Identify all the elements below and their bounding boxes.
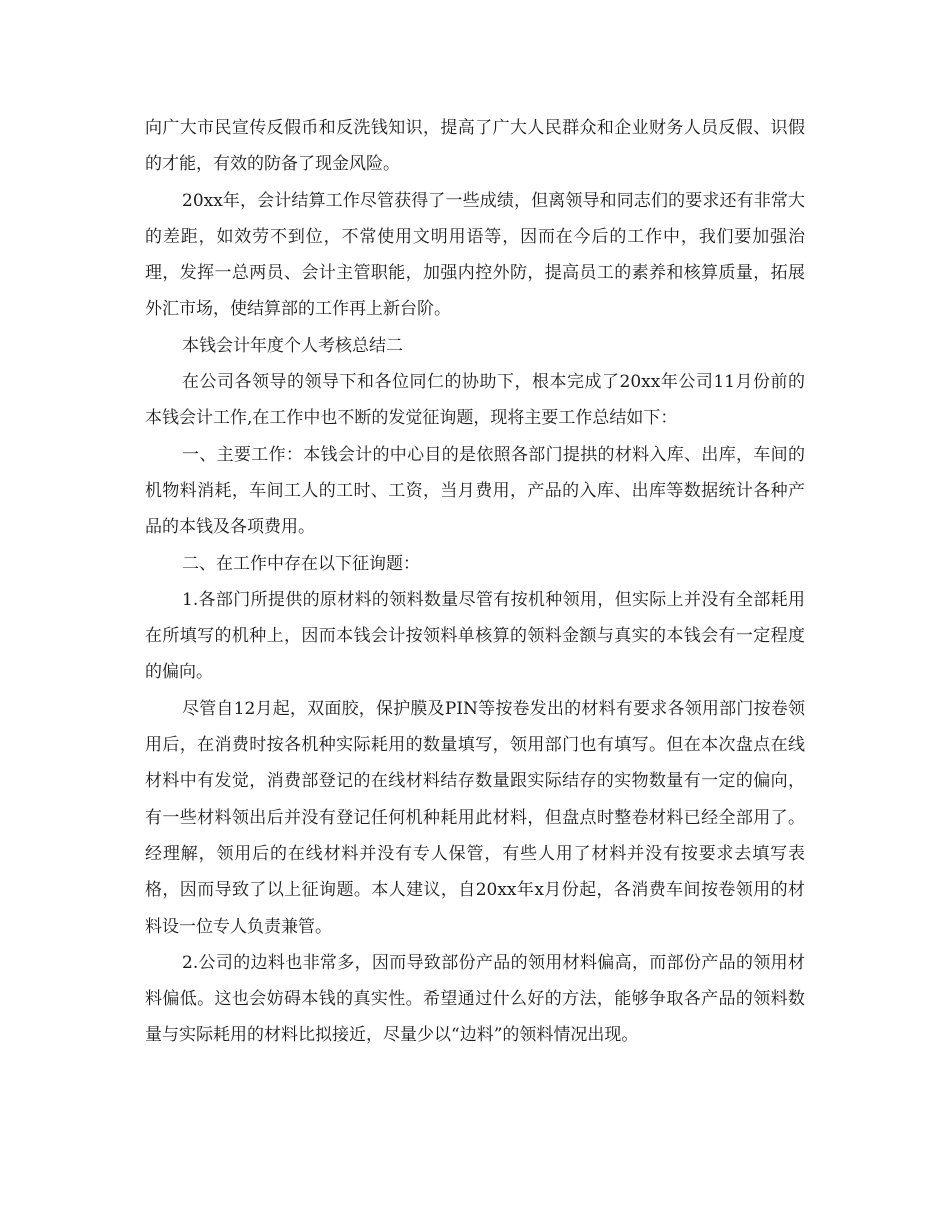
paragraph-3: 在公司各领导的领导下和各位同仁的协助下，根本完成了20xx年公司11月份前的本钱会计工作,在工作中也不断的发觉征询题，现将主要工作总结如下： — [145, 372, 805, 429]
document-body — [145, 110, 805, 1054]
paragraph-8: 2.公司的边料也非常多，因而导致部份产品的领用材料偏高，而部份产品的领用材料偏低。这也会妨碍本钱的真实性。希望通过什么好的方法，能够争取各产品的领料数量与实际耗用的材料比拟接近，尽量少以“边料”的领料情况出现。 — [145, 952, 805, 1046]
paragraph-4: 一、主要工作：本钱会计的中心目的是依照各部门提拱的材料入库、出库，车间的机物料消耗，车间工人的工时、工资，当月费用，产品的入库、出库等数据统计各种产品的本钱及各项费用。 — [145, 444, 805, 538]
paragraph-1: 向广大市民宣传反假币和反洗钱知识，提高了广大人民群众和企业财务人员反假、识假的才能，有效的防备了现金风险。 — [145, 118, 805, 175]
section-heading: 本钱会计年度个人考核总结二 — [182, 335, 403, 356]
paragraph-6: 1.各部门所提供的原材料的领料数量尽管有按机种领用，但实际上并没有全部耗用在所填写的机种上，因而本钱会计按领料单核算的领料金额与真实的本钱会有一定程度的偏向。 — [145, 589, 805, 683]
paragraph-7: 尽管自12月起，双面胶，保护膜及PIN等按卷发出的材料有要求各领用部门按卷领用后，在消费时按各机种实际耗用的数量填写，领用部门也有填写。但在本次盘点在线材料中有发觉，消费部登记的在线材料结存数量跟实际结存的实物数量有一定的偏向，有一些材料领出后并没有登记任何机种耗用此材料，但盘点时整卷材料已经全部用了。经理解，领用后的在线材料并没有专人保管，有些人用了材料并没有按要求去填写表格，因而导致了以上征询题。本人建议，自20xx年x月份起，各消费车间按卷领用的材料设一位专人负责兼管。 — [145, 698, 805, 937]
paragraph-5: 二、在工作中存在以下征询题： — [182, 553, 420, 574]
paragraph-2: 20xx年，会计结算工作尽管获得了一些成绩，但离领导和同志们的要求还有非常大的差距，如效劳不到位，不常使用文明用语等，因而在今后的工作中，我们要加强治理，发挥一总两员、会计主管职能，加强内控外防，提高员工的素养和核算质量，拓展外汇市场，使结算部的工作再上新台阶。 — [145, 190, 805, 320]
